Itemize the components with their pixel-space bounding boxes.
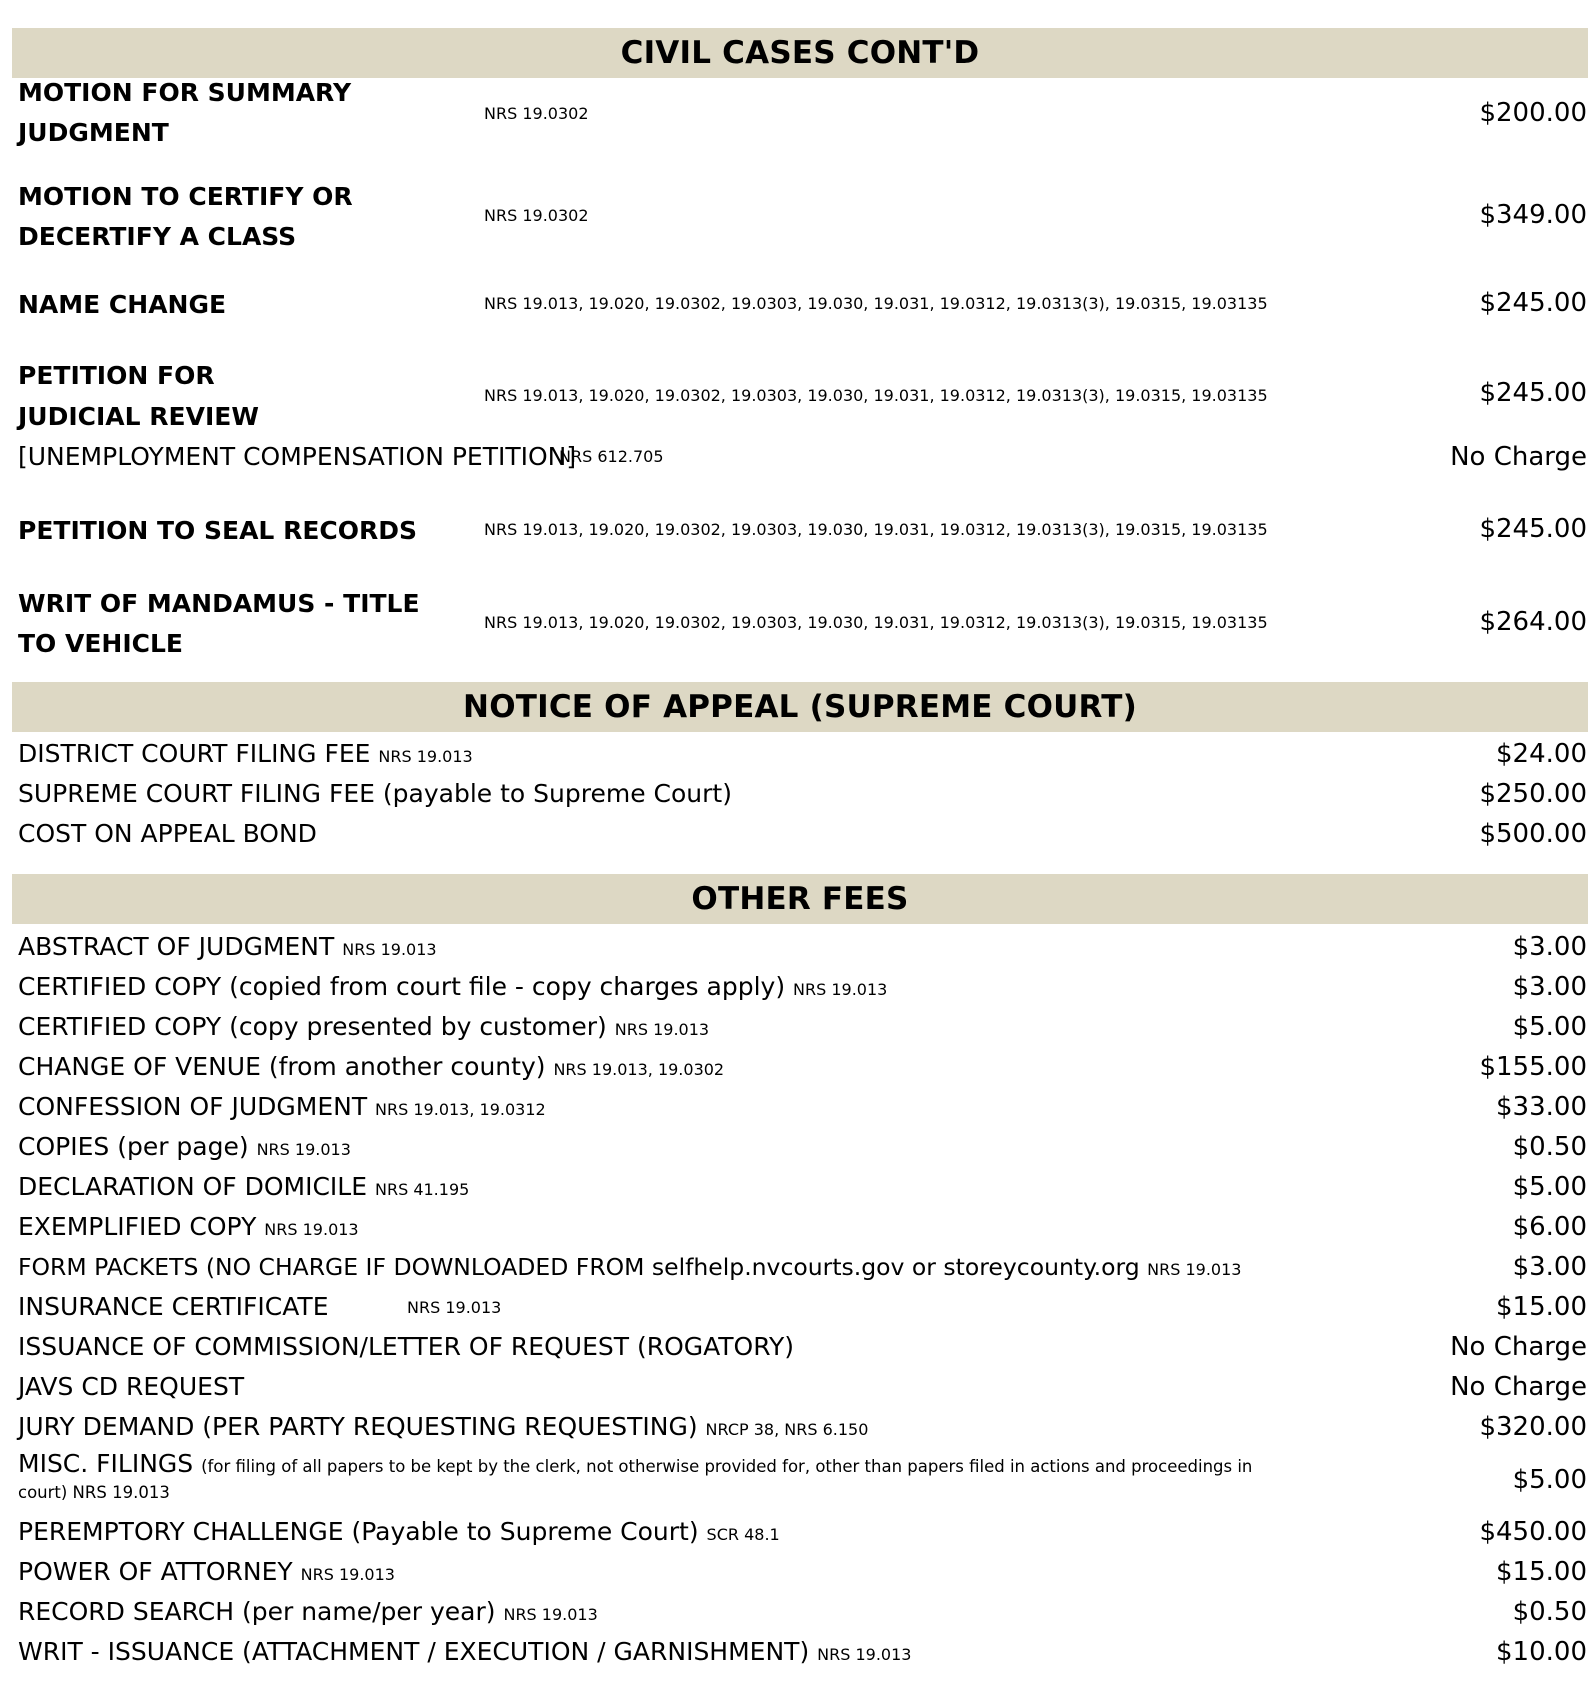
fee-amount: $245.00 <box>1479 378 1587 408</box>
item-label-text: EXEMPLIFIED COPY <box>18 1212 257 1241</box>
item-title: MOTION TO CERTIFY OR <box>18 182 353 211</box>
item-label <box>18 734 473 777</box>
nrs-citation: NRS 19.013 <box>300 1565 395 1584</box>
item-label <box>18 1047 724 1090</box>
fee-amount: $24.00 <box>1496 739 1587 769</box>
item-label <box>18 967 887 1010</box>
item-label <box>18 1087 546 1130</box>
fee-amount: $500.00 <box>1479 819 1587 849</box>
fee-row-seal-records <box>18 510 1595 552</box>
fee-amount: $450.00 <box>1479 1517 1587 1547</box>
fee-row-power-attorney <box>18 1552 1595 1592</box>
fee-row-certify-class <box>18 176 1595 258</box>
nrs-citation: NRS 19.013 <box>817 1645 912 1664</box>
item-label <box>18 1407 868 1450</box>
item-label-text: CONFESSION OF JUDGMENT <box>18 1092 368 1121</box>
fee-amount: $320.00 <box>1479 1412 1587 1442</box>
fee-amount: $15.00 <box>1496 1292 1587 1322</box>
fee-amount: $0.50 <box>1512 1132 1587 1162</box>
item-label: INSURANCE CERTIFICATE <box>18 1292 329 1321</box>
fee-row-change-venue <box>18 1047 1595 1087</box>
fee-amount: No Charge <box>1450 1372 1587 1402</box>
fee-row-judicial-review <box>18 355 1595 437</box>
fee-row-writ-mandamus <box>18 583 1595 665</box>
fee-row-name-change <box>18 284 1595 326</box>
item-title: PETITION TO SEAL RECORDS <box>18 516 417 545</box>
item-label-text: CHANGE OF VENUE (from another county) <box>18 1052 546 1081</box>
item-label-text: CERTIFIED COPY (copied from court file - copy charges apply) <box>18 972 786 1001</box>
fee-row-supreme-filing <box>18 774 1595 814</box>
fee-row-insurance <box>18 1287 1595 1327</box>
nrs-citation: NRS 19.013 <box>503 1605 598 1624</box>
fee-row-javs-cd <box>18 1367 1595 1407</box>
fee-amount: $0.50 <box>1512 1597 1587 1627</box>
item-note-line2: court) NRS 19.013 <box>18 1483 170 1502</box>
item-label: SUPREME COURT FILING FEE (payable to Supreme Court) <box>18 779 732 808</box>
fee-amount: $3.00 <box>1512 932 1587 962</box>
item-label <box>18 1247 1241 1290</box>
item-title: PETITION FOR <box>18 361 215 390</box>
item-title-line2: DECERTIFY A CLASS <box>18 222 297 251</box>
item-label-text: JURY DEMAND (PER PARTY REQUESTING REQUESTING) <box>18 1412 698 1441</box>
fee-row-summary-judgment <box>18 72 1595 154</box>
item-label <box>18 1167 469 1210</box>
fee-amount: $3.00 <box>1512 972 1587 1002</box>
nrs-citation: NRS 19.013, 19.0312 <box>375 1100 546 1119</box>
item-title: NAME CHANGE <box>18 290 227 319</box>
item-label <box>18 927 437 970</box>
fee-row-writ-issuance <box>18 1632 1595 1672</box>
item-note: (for filing of all papers to be kept by the clerk, not otherwise provided for, other than papers filed in actions and proceedings in <box>201 1457 1253 1476</box>
item-label-text: FORM PACKETS (NO CHARGE IF DOWNLOADED FROM selfhelp.nvcourts.gov or storeycounty.org <box>18 1253 1140 1281</box>
item-title-line2: TO VEHICLE <box>18 629 184 658</box>
nrs-citation: NRS 19.013, 19.0302 <box>553 1060 725 1079</box>
fee-row-confession <box>18 1087 1595 1127</box>
section-header-other: OTHER FEES <box>12 874 1588 924</box>
fee-amount: $3.00 <box>1512 1252 1587 1282</box>
fee-row-certified-copy-customer <box>18 1007 1595 1047</box>
section-header-civil: CIVIL CASES CONT'D <box>12 28 1588 78</box>
fee-row-record-search <box>18 1592 1595 1632</box>
fee-row-district-filing <box>18 734 1595 774</box>
fee-amount: $264.00 <box>1479 607 1587 637</box>
fee-row-domicile <box>18 1167 1595 1207</box>
item-label: [UNEMPLOYMENT COMPENSATION PETITION] <box>18 442 577 471</box>
fee-amount: $250.00 <box>1479 779 1587 809</box>
nrs-citation: NRS 19.0302 <box>484 206 589 225</box>
fee-amount: $6.00 <box>1512 1212 1587 1242</box>
fee-row-peremptory <box>18 1512 1595 1552</box>
nrs-citation: NRS 19.0302 <box>484 104 589 123</box>
nrs-citation: NRS 19.013 <box>407 1298 502 1317</box>
fee-amount: No Charge <box>1450 442 1587 472</box>
fee-row-copies <box>18 1127 1595 1167</box>
fee-amount: $155.00 <box>1479 1052 1587 1082</box>
item-label-text: DISTRICT COURT FILING FEE <box>18 739 371 768</box>
nrs-citation: NRS 19.013, 19.020, 19.0302, 19.0303, 19.030, 19.031, 19.0312, 19.0313(3), 19.0315, 19.03135 <box>484 613 1268 632</box>
item-label-text: RECORD SEARCH (per name/per year) <box>18 1597 496 1626</box>
fee-amount: $10.00 <box>1496 1637 1587 1667</box>
nrs-citation: NRS 19.013, 19.020, 19.0302, 19.0303, 19.030, 19.031, 19.0312, 19.0313(3), 19.0315, 19.03135 <box>484 294 1268 313</box>
nrs-citation: NRS 19.013, 19.020, 19.0302, 19.0303, 19.030, 19.031, 19.0312, 19.0313(3), 19.0315, 19.03135 <box>484 386 1268 405</box>
fee-amount: $5.00 <box>1512 1012 1587 1042</box>
fee-amount: $245.00 <box>1479 514 1587 544</box>
item-label-text: MISC. FILINGS <box>18 1449 194 1478</box>
nrs-citation: NRS 19.013 <box>256 1140 351 1159</box>
fee-amount: $33.00 <box>1496 1092 1587 1122</box>
nrs-citation: SCR 48.1 <box>706 1525 780 1544</box>
nrs-citation: NRS 19.013 <box>793 980 888 999</box>
item-label <box>18 1448 1252 1483</box>
nrs-citation: NRS 19.013 <box>1147 1260 1242 1279</box>
item-label <box>18 1592 598 1635</box>
nrs-citation: NRS 612.705 <box>559 447 664 466</box>
item-label-text: WRIT - ISSUANCE (ATTACHMENT / EXECUTION / GARNISHMENT) <box>18 1637 810 1666</box>
fee-amount: No Charge <box>1450 1332 1587 1362</box>
item-title: WRIT OF MANDAMUS - TITLE <box>18 589 420 618</box>
fee-row-certified-copy-court <box>18 967 1595 1007</box>
fee-amount: $349.00 <box>1479 200 1587 230</box>
nrs-citation: NRCP 38, NRS 6.150 <box>705 1420 869 1439</box>
item-label-text: POWER OF ATTORNEY <box>18 1557 293 1586</box>
item-label-text: PEREMPTORY CHALLENGE (Payable to Supreme Court) <box>18 1517 699 1546</box>
nrs-citation: NRS 19.013 <box>264 1220 359 1239</box>
fee-row-exemplified <box>18 1207 1595 1247</box>
nrs-citation: NRS 41.195 <box>374 1180 470 1199</box>
item-label: JAVS CD REQUEST <box>18 1372 245 1401</box>
fee-amount: $5.00 <box>1512 1465 1587 1495</box>
item-title: MOTION FOR SUMMARY <box>18 78 352 107</box>
fee-amount: $245.00 <box>1479 288 1587 318</box>
item-label <box>18 1632 911 1675</box>
item-title-line2: JUDICIAL REVIEW <box>18 402 259 431</box>
item-label: ISSUANCE OF COMMISSION/LETTER OF REQUEST (ROGATORY) <box>18 1332 795 1361</box>
item-label <box>18 1552 395 1595</box>
item-title-line2: JUDGMENT <box>18 118 169 147</box>
fee-row-misc-filings <box>18 1448 1595 1508</box>
item-label <box>18 1007 709 1050</box>
nrs-citation: NRS 19.013 <box>614 1020 710 1039</box>
fee-row-jury-demand <box>18 1407 1595 1447</box>
nrs-citation: NRS 19.013, 19.020, 19.0302, 19.0303, 19.030, 19.031, 19.0312, 19.0313(3), 19.0315, 19.03135 <box>484 520 1268 539</box>
item-label: COST ON APPEAL BOND <box>18 819 317 848</box>
fee-row-form-packets <box>18 1247 1595 1287</box>
item-label <box>18 1207 359 1250</box>
nrs-citation: NRS 19.013 <box>342 940 437 959</box>
fee-row-appeal-bond <box>18 814 1595 854</box>
nrs-citation: NRS 19.013 <box>378 747 473 766</box>
item-label-text: COPIES (per page) <box>18 1132 249 1161</box>
item-label-text: ABSTRACT OF JUDGMENT <box>18 932 335 961</box>
fee-amount: $200.00 <box>1479 98 1587 128</box>
fee-amount: $5.00 <box>1512 1172 1587 1202</box>
fee-row-abstract <box>18 927 1595 967</box>
item-label <box>18 1512 780 1555</box>
fee-row-unemployment <box>18 437 1595 479</box>
fee-amount: $15.00 <box>1496 1557 1587 1587</box>
item-label <box>18 1127 351 1170</box>
section-header-appeal: NOTICE OF APPEAL (SUPREME COURT) <box>12 682 1588 732</box>
item-label-text: DECLARATION OF DOMICILE <box>18 1172 368 1201</box>
item-label-text: CERTIFIED COPY (copy presented by customer) <box>18 1012 607 1041</box>
fee-row-rogatory <box>18 1327 1595 1367</box>
